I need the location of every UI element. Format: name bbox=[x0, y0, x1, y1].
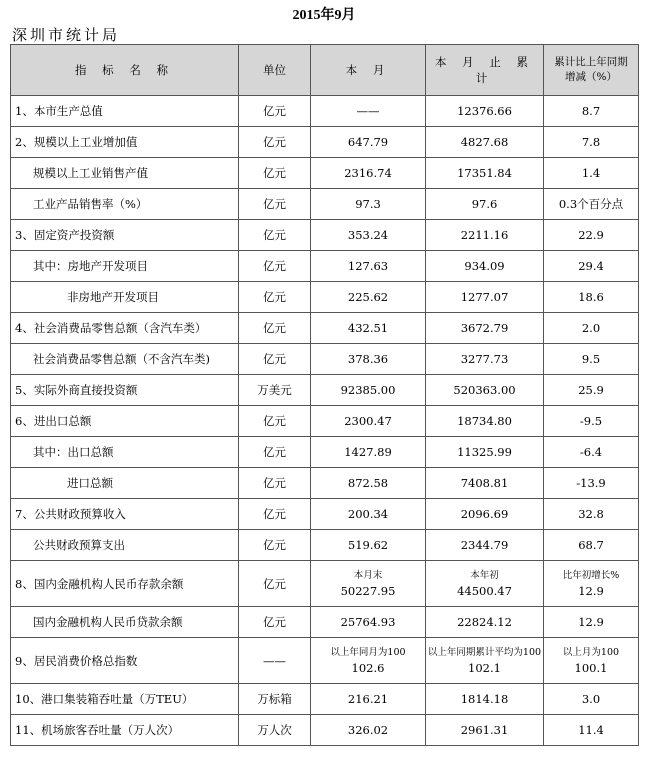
row-month: 1427.89 bbox=[311, 437, 426, 468]
table-row bbox=[11, 189, 639, 220]
table-row bbox=[11, 96, 639, 127]
row-name: 进口总额 bbox=[11, 468, 239, 499]
row-cumulative: 2211.16 bbox=[426, 220, 544, 251]
row-yoy: 68.7 bbox=[544, 530, 639, 561]
row-yoy-value: 100.1 bbox=[574, 660, 608, 675]
row-yoy: -13.9 bbox=[544, 468, 639, 499]
row-unit: 亿元 bbox=[239, 189, 311, 220]
row-month-caption: 以上年同月为100 bbox=[330, 646, 406, 658]
row-yoy: 0.3个百分点 bbox=[544, 189, 639, 220]
row-cumulative-value: 44500.47 bbox=[457, 583, 512, 598]
row-name: 1、本市生产总值 bbox=[11, 96, 239, 127]
row-yoy-value: 12.9 bbox=[578, 583, 604, 598]
row-yoy: -9.5 bbox=[544, 406, 639, 437]
row-name: 7、公共财政预算收入 bbox=[11, 499, 239, 530]
row-month: 519.62 bbox=[311, 530, 426, 561]
row-yoy: 1.4 bbox=[544, 158, 639, 189]
row-name: 9、居民消费价格总指数 bbox=[11, 638, 239, 684]
row-yoy: 29.4 bbox=[544, 251, 639, 282]
row-yoy bbox=[544, 561, 639, 607]
issuing-agency: 深圳市统计局 bbox=[12, 26, 121, 44]
header-unit: 单位 bbox=[239, 45, 311, 96]
report-title: 2015年9月 bbox=[292, 8, 356, 23]
row-name: 社会消费品零售总额（不含汽车类) bbox=[11, 344, 239, 375]
table-row bbox=[11, 468, 639, 499]
row-cumulative-caption: 以上年同期累计平均为100 bbox=[427, 646, 542, 658]
row-month: 647.79 bbox=[311, 127, 426, 158]
row-month-value: 50227.95 bbox=[340, 583, 396, 598]
row-name: 3、固定资产投资额 bbox=[11, 220, 239, 251]
row-month: 326.02 bbox=[311, 715, 426, 746]
row-yoy: 12.9 bbox=[544, 607, 639, 638]
row-cumulative: 2961.31 bbox=[426, 715, 544, 746]
row-month: 432.51 bbox=[311, 313, 426, 344]
table-row bbox=[11, 344, 639, 375]
row-yoy: 2.0 bbox=[544, 313, 639, 344]
row-name: 非房地产开发项目 bbox=[11, 282, 239, 313]
header-current-month: 本 月 bbox=[311, 45, 426, 96]
row-unit: 亿元 bbox=[239, 468, 311, 499]
row-name: 国内金融机构人民币贷款余额 bbox=[11, 607, 239, 638]
table-row bbox=[11, 251, 639, 282]
row-unit: 亿元 bbox=[239, 406, 311, 437]
table-row bbox=[11, 437, 639, 468]
row-unit: 亿元 bbox=[239, 282, 311, 313]
row-unit: 万人次 bbox=[239, 715, 311, 746]
row-month: 97.3 bbox=[311, 189, 426, 220]
row-unit: 亿元 bbox=[239, 127, 311, 158]
row-unit: 亿元 bbox=[239, 561, 311, 607]
row-month: —— bbox=[311, 96, 426, 127]
table-row bbox=[11, 406, 639, 437]
row-unit: 亿元 bbox=[239, 96, 311, 127]
row-month: 2316.74 bbox=[311, 158, 426, 189]
table-row bbox=[11, 375, 639, 406]
table-row bbox=[11, 607, 639, 638]
row-cumulative: 12376.66 bbox=[426, 96, 544, 127]
row-cumulative: 97.6 bbox=[426, 189, 544, 220]
row-unit: 亿元 bbox=[239, 220, 311, 251]
row-yoy: 3.0 bbox=[544, 684, 639, 715]
row-cumulative: 520363.00 bbox=[426, 375, 544, 406]
row-month: 225.62 bbox=[311, 282, 426, 313]
row-month-value: 102.6 bbox=[351, 660, 385, 675]
table-row bbox=[11, 638, 639, 684]
row-unit: 亿元 bbox=[239, 437, 311, 468]
row-yoy: 25.9 bbox=[544, 375, 639, 406]
row-name: 10、港口集装箱吞吐量（万TEU） bbox=[11, 684, 239, 715]
row-unit: 亿元 bbox=[239, 499, 311, 530]
row-cumulative: 2344.79 bbox=[426, 530, 544, 561]
row-yoy: 18.6 bbox=[544, 282, 639, 313]
row-cumulative: 7408.81 bbox=[426, 468, 544, 499]
table-row bbox=[11, 313, 639, 344]
row-yoy: 32.8 bbox=[544, 499, 639, 530]
row-month bbox=[311, 638, 426, 684]
row-cumulative: 1277.07 bbox=[426, 282, 544, 313]
header-indicator-name: 指 标 名 称 bbox=[11, 45, 239, 96]
row-unit: —— bbox=[239, 638, 311, 684]
row-cumulative bbox=[426, 638, 544, 684]
table-row bbox=[11, 127, 639, 158]
row-cumulative-caption: 本年初 bbox=[470, 569, 499, 581]
row-month: 2300.47 bbox=[311, 406, 426, 437]
row-yoy: -6.4 bbox=[544, 437, 639, 468]
statistics-table bbox=[10, 44, 639, 746]
row-yoy: 11.4 bbox=[544, 715, 639, 746]
row-yoy-caption: 比年初增长% bbox=[562, 569, 620, 581]
row-cumulative: 1814.18 bbox=[426, 684, 544, 715]
row-name: 其中：出口总额 bbox=[11, 437, 239, 468]
row-month: 872.58 bbox=[311, 468, 426, 499]
row-cumulative: 11325.99 bbox=[426, 437, 544, 468]
row-name: 其中：房地产开发项目 bbox=[11, 251, 239, 282]
table-row bbox=[11, 715, 639, 746]
table-row bbox=[11, 684, 639, 715]
row-unit: 亿元 bbox=[239, 530, 311, 561]
row-yoy: 7.8 bbox=[544, 127, 639, 158]
row-yoy-caption: 以上月为100 bbox=[562, 646, 620, 658]
row-cumulative: 934.09 bbox=[426, 251, 544, 282]
row-unit: 亿元 bbox=[239, 313, 311, 344]
row-name: 11、机场旅客吞吐量（万人次） bbox=[11, 715, 239, 746]
row-cumulative-value: 102.1 bbox=[468, 660, 501, 675]
row-month: 200.34 bbox=[311, 499, 426, 530]
row-month bbox=[311, 561, 426, 607]
row-month-caption: 本月末 bbox=[353, 569, 383, 581]
table-row bbox=[11, 530, 639, 561]
table-row bbox=[11, 561, 639, 607]
row-yoy bbox=[544, 638, 639, 684]
row-name: 4、社会消费品零售总额（含汽车类） bbox=[11, 313, 239, 344]
row-unit: 万标箱 bbox=[239, 684, 311, 715]
row-unit: 万美元 bbox=[239, 375, 311, 406]
row-cumulative: 3277.73 bbox=[426, 344, 544, 375]
row-month: 92385.00 bbox=[311, 375, 426, 406]
row-name: 公共财政预算支出 bbox=[11, 530, 239, 561]
row-yoy: 8.7 bbox=[544, 96, 639, 127]
row-name: 6、进出口总额 bbox=[11, 406, 239, 437]
row-name: 规模以上工业销售产值 bbox=[11, 158, 239, 189]
row-name: 2、规模以上工业增加值 bbox=[11, 127, 239, 158]
header-yoy-change: 累计比上年同期 增减（%） bbox=[544, 45, 639, 96]
row-unit: 亿元 bbox=[239, 607, 311, 638]
row-name: 工业产品销售率（%） bbox=[11, 189, 239, 220]
row-yoy: 9.5 bbox=[544, 344, 639, 375]
row-cumulative: 22824.12 bbox=[426, 607, 544, 638]
row-cumulative: 18734.80 bbox=[426, 406, 544, 437]
row-name: 8、国内金融机构人民币存款余额 bbox=[11, 561, 239, 607]
row-cumulative: 3672.79 bbox=[426, 313, 544, 344]
row-month: 353.24 bbox=[311, 220, 426, 251]
header-cumulative: 本 月 止 累 计 bbox=[426, 45, 544, 96]
row-unit: 亿元 bbox=[239, 158, 311, 189]
row-yoy: 22.9 bbox=[544, 220, 639, 251]
row-unit: 亿元 bbox=[239, 344, 311, 375]
row-cumulative: 17351.84 bbox=[426, 158, 544, 189]
table-row bbox=[11, 282, 639, 313]
row-cumulative bbox=[426, 561, 544, 607]
row-month: 25764.93 bbox=[311, 607, 426, 638]
table-row bbox=[11, 499, 639, 530]
row-month: 127.63 bbox=[311, 251, 426, 282]
row-name: 5、实际外商直接投资额 bbox=[11, 375, 239, 406]
table-header-row bbox=[11, 45, 639, 96]
row-month: 378.36 bbox=[311, 344, 426, 375]
row-month: 216.21 bbox=[311, 684, 426, 715]
row-cumulative: 4827.68 bbox=[426, 127, 544, 158]
row-cumulative: 2096.69 bbox=[426, 499, 544, 530]
table-row bbox=[11, 220, 639, 251]
row-unit: 亿元 bbox=[239, 251, 311, 282]
table-row bbox=[11, 158, 639, 189]
